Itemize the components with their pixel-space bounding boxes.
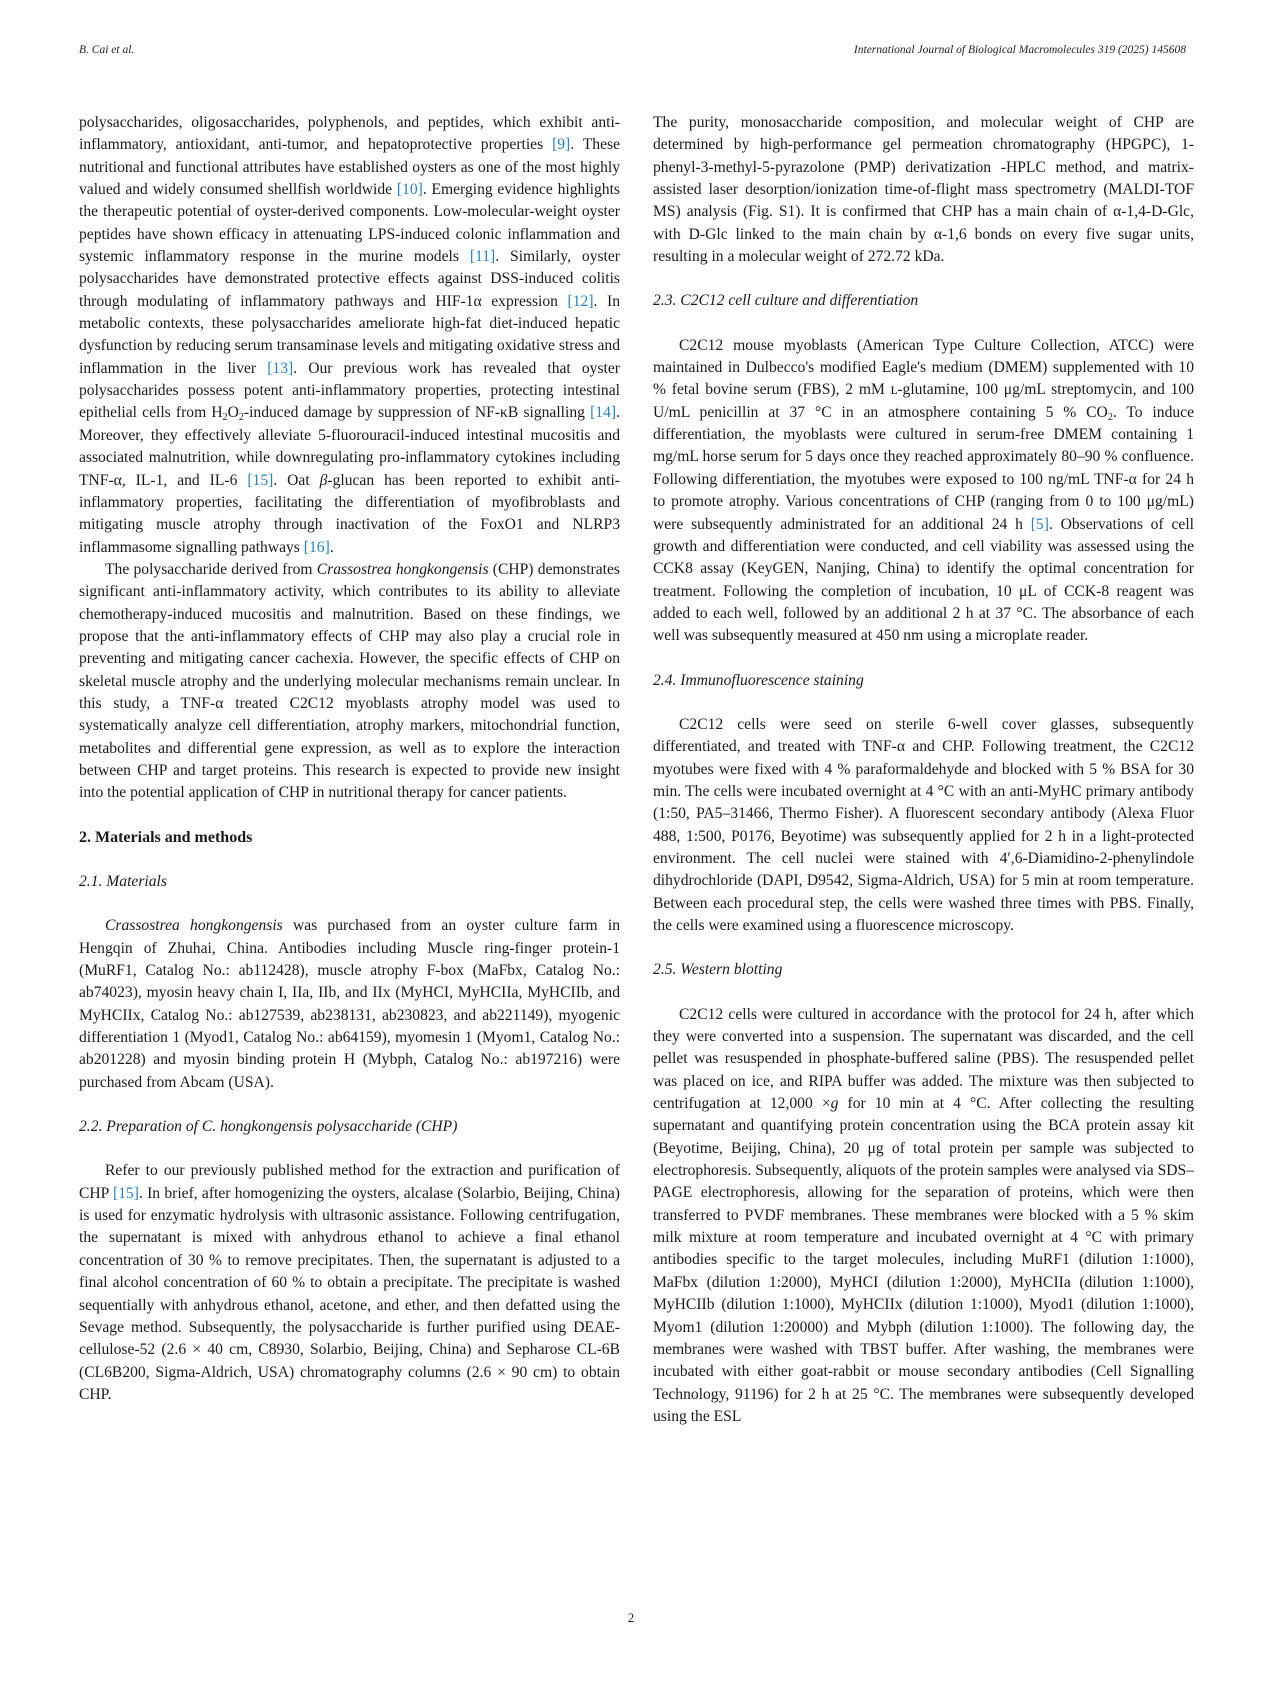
subsection-heading-immunofluorescence: 2.4. Immunofluorescence staining bbox=[653, 671, 864, 689]
subsection-heading-materials: 2.1. Materials bbox=[79, 873, 167, 890]
citation-link[interactable]: [9] bbox=[552, 136, 571, 154]
left-column bbox=[79, 112, 620, 1406]
citation-link[interactable]: [15] bbox=[247, 471, 274, 489]
chp-preparation-paragraph: Refer to our previously published method for the extraction and purification of CHP [15]. In brief, after homogenizing the oysters, alcalase (Solarbio, Beijing, China) is used for enzymatic hydrolysis with ultrasonic assistance. Following centrifugation, the supernatant is mixed with anhydrous ethanol to achieve a final ethanol concentration of 30 % to remove precipitates. Then, the supernatant is adjusted to a final alcohol concentration of 60 % to obtain a precipitate. The precipitate is washed sequentially with anhydrous ethanol, acetone, and ether, and then defatted using the Sevage method. Subsequently, the polysaccharide is further purified using DEAE-cellulose-52 (2.6 × 40 cm, C8930, Solarbio, Beijing, China) and Sepharose CL-6B (CL6B200, Sigma-Aldrich, USA) chromatography columns (2.6 × 90 cm) to obtain CHP. bbox=[79, 1162, 620, 1403]
page-number: 2 bbox=[627, 1610, 635, 1625]
section-heading-materials-methods: 2. Materials and methods bbox=[79, 828, 253, 846]
cell-culture-paragraph: C2C12 mouse myoblasts (American Type Culture Collection, ATCC) were maintained in Dulbecco's modified Eagle's medium (DMEM) supplemented with 10 % fetal bovine serum (FBS), 2 mM ʟ-glutamine, 100 μg/mL streptomycin, and 100 U/mL penicillin at 37 °C in an atmosphere containing 5 % $CO_2$. To induce differentiation, the myoblasts were cultured in serum-free DMEM containing 1 mg/mL horse serum for 5 days once they reached approximately 80–90 % confluence. Following differentiation, the myotubes were exposed to 100 ng/mL TNF-α for 24 h to promote atrophy. Various concentrations of CHP (ranging from 0 to 100 μg/mL) were subsequently administrated for an additional 24 h [5]. Observations of cell growth and differentiation were conducted, and cell viability was assessed using the CCK8 assay (KeyGEN, Nanjing, China) to identify the optimal concentration for treatment. Following the completion of incubation, 10 μL of CCK-8 reagent was added to each well, followed by an additional 2 h at 37 °C. The absorbance of each well was subsequently measured at 450 nm using a microplate reader. bbox=[653, 336, 1195, 645]
citation-link[interactable]: [12] bbox=[567, 292, 594, 310]
citation-link[interactable]: [14] bbox=[590, 404, 617, 422]
materials-paragraph: Crassostrea hongkongensis was purchased from an oyster culture farm in Hengqin of Zhuhai, China. Antibodies including Muscle ring-finger protein-1 (MuRF1, Catalog No.: ab112428), muscle atrophy F-box (MaFbx, Catalog No.: ab74023), myosin heavy chain I, IIa, IIb, and IIx (MyHCI, MyHCIIa, MyHCIIb, and MyHCIIx, Catalog No.: ab127539, ab238131, ab230823, and ab221149), myogenic differentiation 1 (Myod1, Catalog No.: ab64159), myomesin 1 (Myom1, Catalog No.: ab201228) and myosin binding protein H (Mybph, Catalog No.: ab197216) were purchased from Abcam (USA). bbox=[79, 917, 620, 1091]
western-blotting-paragraph: C2C12 cells were cultured in accordance with the protocol for 24 h, after which they were converted into a suspension. The supernatant was discarded, and the cell pellet was resuspended in phosphate-buffered saline (PBS). The resuspended pellet was placed on ice, and RIPA buffer was added. The mixture was then subjected to centrifugation at 12,000 ×g for 10 min at 4 °C. After collecting the resulting supernatant and quantifying protein concentration using the BCA protein assay kit (Beyotime, Beijing, China), 20 μg of total protein per sample was subjected to electrophoresis. Subsequently, aliquots of the protein samples were analysed via SDS–PAGE electrophoresis, allowing for the separation of proteins, which were then transferred to PVDF membranes. These membranes were blocked with a 5 % skim milk mixture at room temperature and incubated overnight at 4 °C with primary antibodies specific to the target molecules, including MuRF1 (dilution 1:1000), MaFbx (dilution 1:2000), MyHCI (dilution 1:2000), MyHCIIa (dilution 1:1000), MyHCIIb (dilution 1:1000), MyHCIIx (dilution 1:1000), Myod1 (dilution 1:1000), Myom1 (dilution 1:20000) and Mybph (dilution 1:1000). The following day, the membranes were washed with TBST buffer. After washing, the membranes were incubated with either goat-rabbit or mouse secondary antibodies (Cell Signalling Technology, 91196) for 2 h at 25 °C. The membranes were subsequently developed using the ESL bbox=[653, 1005, 1194, 1425]
subsection-heading-western-blotting: 2.5. Western blotting bbox=[653, 961, 783, 979]
citation-link[interactable]: [5] bbox=[1030, 515, 1049, 533]
citation-link[interactable]: [10] bbox=[396, 181, 423, 199]
right-column bbox=[653, 112, 1194, 1428]
immunofluorescence-paragraph: C2C12 cells were seed on sterile 6-well cover glasses, subsequently differentiated, and treated with TNF-α and CHP. Following treatment, the C2C12 myotubes were fixed with 4 % paraformaldehyde and blocked with 5 % BSA for 30 min. The cells were incubated overnight at 4 °C with an anti-MyHC primary antibody (1:50, PA5–31466, Thermo Fisher). A fluorescent secondary antibody (Alexa Fluor 488, 1:500, P0176, Beyotime) was subsequently applied for 2 h in a light-protected environment. The cell nuclei were stained with 4′,6-Diamidino-2-phenylindole dihydrochloride (DAPI, D9542, Sigma-Aldrich, USA) for 5 min at room temperature. Between each procedural step, the cells were washed three times with PBS. Finally, the cells were examined using a fluorescence microscopy. bbox=[653, 715, 1194, 934]
intro-paragraph-2: The polysaccharide derived from Crassostrea hongkongensis (CHP) demonstrates significant anti-inflammatory activity, which contributes to its ability to alleviate chemotherapy-induced mucositis and malnutrition. Based on these findings, we propose that the anti-inflammatory effects of CHP may also play a crucial role in preventing and mitigating cancer cachexia. However, the specific effects of CHP on skeletal muscle atrophy and the underlying molecular mechanisms remain unclear. In this study, a TNF-α treated C2C12 myoblasts atrophy model was used to systematically analyze cell differentiation, atrophy markers, mitochondrial function, metabolites and differential gene expression, as well as to explore the interaction between CHP and target proteins. This research is expected to provide new insight into the potential application of CHP in nutritional therapy for cancer patients. bbox=[79, 560, 620, 802]
subsection-heading-cell-culture: 2.3. C2C12 cell culture and differentiation bbox=[653, 292, 919, 310]
species-name: Crassostrea hongkongensis bbox=[316, 560, 489, 578]
species-name: Crassostrea hongkongensis bbox=[105, 917, 283, 935]
intro-paragraph-1: polysaccharides, oligosaccharides, polyphenols, and peptides, which exhibit anti-inflammatory, antioxidant, anti-tumor, and hepatoprotective properties [9]. These nutritional and functional attributes have established oysters as one of the most highly valued and widely consumed shellfish worldwide [10]. Emerging evidence highlights the therapeutic potential of oyster-derived components. Low-molecular-weight oyster peptides have shown efficacy in attenuating LPS-induced colonic inflammation and systemic inflammatory response in the murine models [11]. Similarly, oyster polysaccharides have demonstrated protective effects against DSS-induced colitis through modulating of inflammatory pathways and HIF-1α expression [12]. In metabolic contexts, these polysaccharides ameliorate high-fat diet-induced hepatic dysfunction by reducing serum transaminase levels and mitigating oxidative stress and inflammation in the liver [13]. Our previous work has revealed that oyster polysaccharides possess potent anti-inflammatory properties, protecting intestinal epithelial cells from $H_2O_2$-induced damage by suppression of NF-κB signalling [14]. Moreover, they effectively alleviate 5-fluorouracil-induced intestinal mucositis and associated malnutrition, while downregulating pro-inflammatory cytokines including TNF-α, IL-1, and IL-6 [15]. Oat β-glucan has been reported to exhibit anti-inflammatory properties, facilitating the differentiation of myofibroblasts and mitigating muscle atrophy through inactivation of the FoxO1 and NLRP3 inflammasome signalling pathways [16]. bbox=[79, 114, 621, 556]
chp-characterization-paragraph: The purity, monosaccharide composition, and molecular weight of CHP are determined by high-performance gel permeation chromatography (HPGPC), 1-phenyl-3-methyl-5-pyrazolone (PMP) derivatization -HPLC method, and matrix-assisted laser desorption/ionization time-of-flight mass spectrometry (MALDI-TOF MS) analysis (Fig. S1). It is confirmed that CHP has a main chain of α-1,4-D-Glc, with D-Glc linked to the main chain by α-1,6 bonds on every five sugar units, resulting in a molecular weight of 272.72 kDa. bbox=[653, 114, 1194, 266]
subsection-heading-chp-preparation: 2.2. Preparation of C. hongkongensis polysaccharide (CHP) bbox=[79, 1118, 458, 1136]
running-head-journal: International Journal of Biological Macromolecules 319 (2025) 145608 bbox=[853, 44, 1186, 56]
running-head-authors: B. Cai et al. bbox=[79, 44, 135, 56]
citation-link[interactable]: [11] bbox=[469, 248, 496, 266]
citation-link[interactable]: [13] bbox=[267, 359, 294, 377]
citation-link[interactable]: [15] bbox=[113, 1184, 139, 1202]
citation-link[interactable]: [16] bbox=[303, 538, 330, 556]
